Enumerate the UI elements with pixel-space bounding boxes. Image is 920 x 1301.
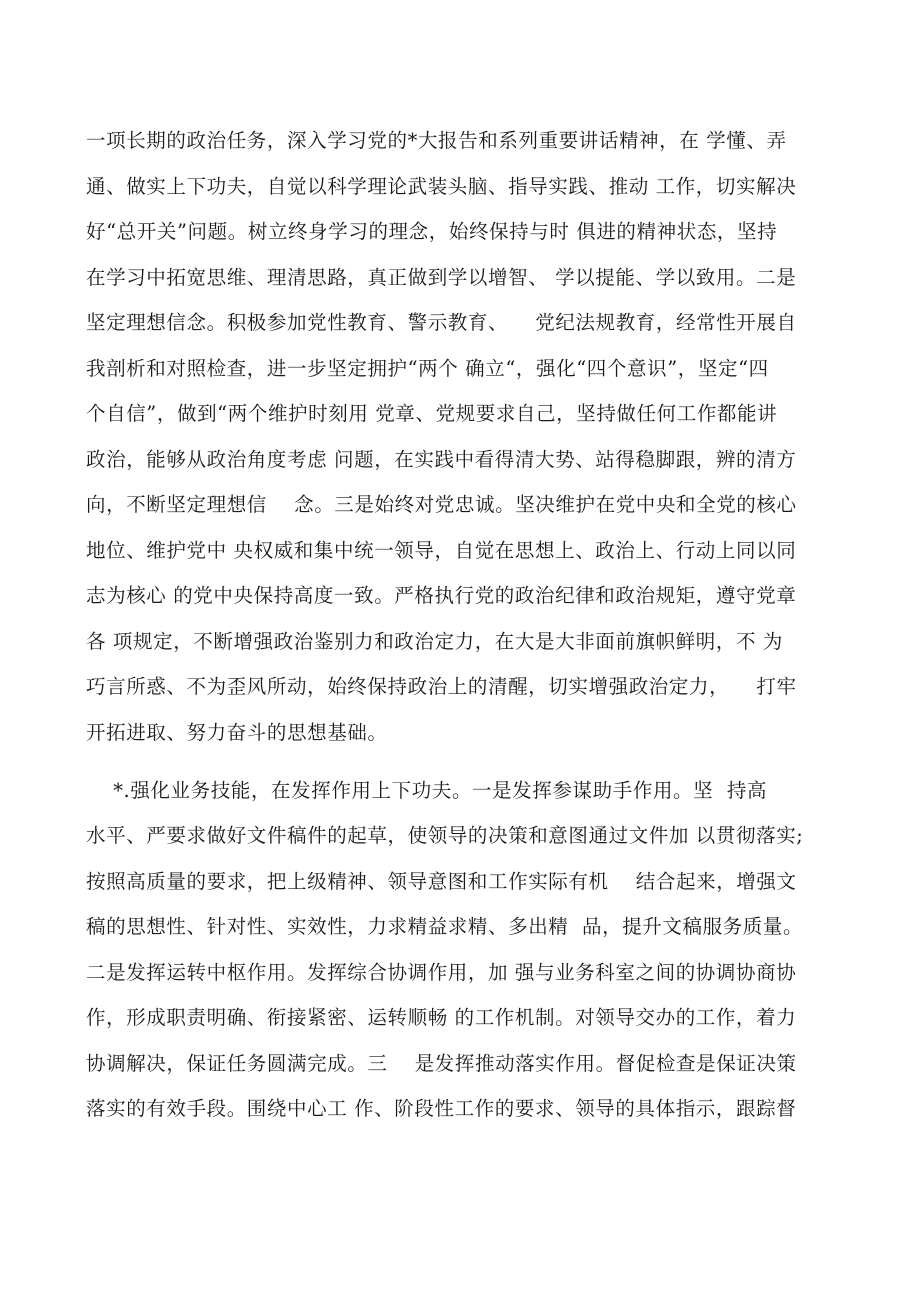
text-line: 好“总开关”问题。树立终身学习的理念，始终保持与时 俱进的精神状态，坚持 [86, 220, 778, 243]
text-line: *.强化业务技能，在发挥作用上下功夫。一是发挥参谋助手作用。坚 持高 [86, 779, 768, 802]
text-line: 地位、维护党中 央权威和集中统一领导，自觉在思想上、政治上、行动上同以同 [86, 539, 797, 562]
text-line: 稿的思想性、针对性、实效性，力求精益求精、多出精 品，提升文稿服务质量。 [86, 915, 804, 938]
text-line: 我剖析和对照检查，进一步坚定拥护“两个 确立“，强化“四个意识”，坚定“四 [86, 357, 769, 380]
text-line: 通、做实上下功夫，自觉以科学理论武装头脑、指导实践、推动 工作，切实解决 [86, 175, 797, 198]
text-line: 落实的有效手段。围绕中心工 作、阶段性工作的要求、领导的具体指示，跟踪督 [86, 1097, 797, 1120]
text-line: 巧言所惑、不为歪风所动，始终保持政治上的清醒，切实增强政治定力， 打牢 [86, 675, 797, 698]
text-line: 各 项规定，不断增强政治鉴别力和政治定力，在大是大非面前旗帜鲜明，不 为 [86, 630, 783, 653]
text-line: 开拓进取、努力奋斗的思想基础。 [86, 721, 388, 744]
text-line: 水平、严要求做好文件稿件的起草，使领导的决策和意图通过文件加 以贯彻落实; [86, 824, 804, 847]
text-line: 二是发挥运转中枢作用。发挥综合协调作用，加 强与业务科室之间的协调协商协 [86, 961, 797, 984]
text-line: 按照高质量的要求，把上级精神、领导意图和工作实际有机 结合起来，增强文 [86, 870, 797, 893]
text-line: 个自信”，做到“两个维护时刻用 党章、党规要求自己，坚持做任何工作都能讲 [86, 402, 778, 425]
text-line: 向，不断坚定理想信 念。三是始终对党忠诚。坚决维护在党中央和全党的核心 [86, 493, 797, 516]
text-line: 坚定理想信念。积极参加党性教育、警示教育、 党纪法规教育，经常性开展自 [86, 311, 797, 334]
text-line: 一项长期的政治任务，深入学习党的*大报告和系列重要讲话精神，在 学懂、弄 [86, 129, 787, 152]
text-line: 志为核心 的党中央保持高度一致。严格执行党的政治纪律和政治规矩，遵守党章 [86, 584, 797, 607]
text-line: 作，形成职责明确、衔接紧密、运转顺畅 的工作机制。对领导交办的工作，着力 [86, 1006, 797, 1029]
text-line: 在学习中拓宽思维、理清思路，真正做到学以增智、 学以提能、学以致用。二是 [86, 266, 797, 289]
text-line: 政治，能够从政治角度考虑 问题，在实践中看得清大势、站得稳脚跟，辨的清方 [86, 448, 797, 471]
text-line: 协调解决，保证任务圆满完成。三 是发挥推动落实作用。督促检查是保证决策 [86, 1052, 797, 1075]
